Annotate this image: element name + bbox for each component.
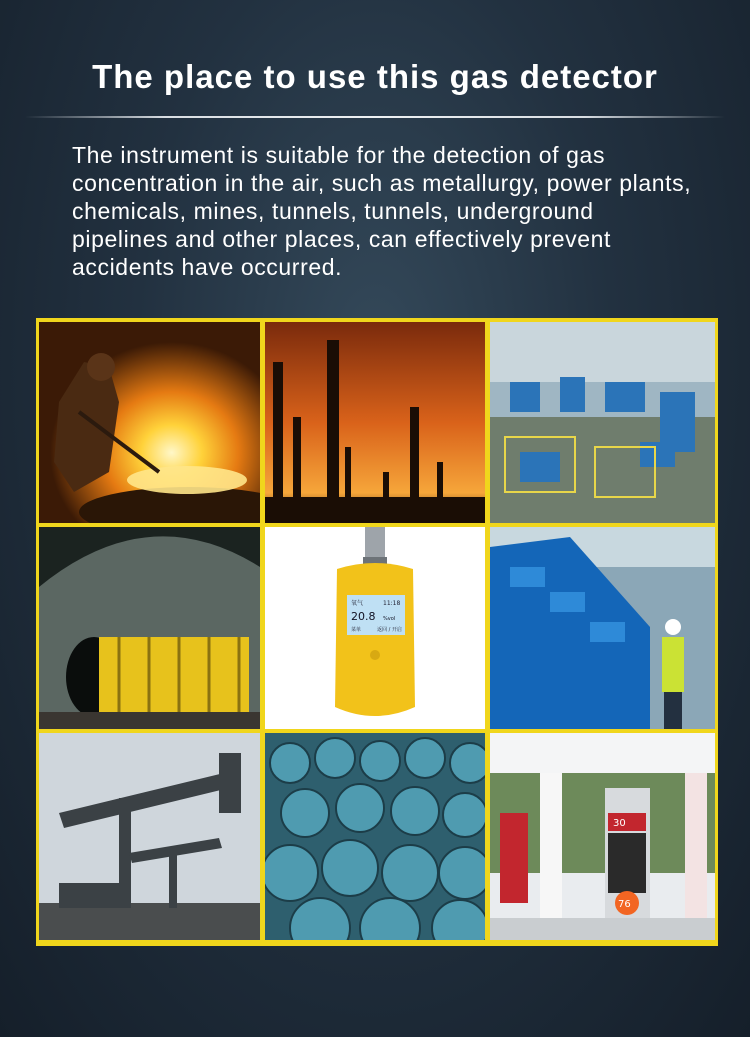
detector-screen-menu: 菜单: [351, 627, 362, 633]
description-text: The instrument is suitable for the detection of gas concentration in the air, such as metallurgy, power plants, chemicals, mines, tunnels, tunnels, underground pipelines and other places, can effectively prevent accidents have occurred.: [72, 142, 692, 280]
chemical-plant-sunset-image: [265, 322, 485, 523]
oil-pump-jack-image: [39, 733, 260, 940]
page-title: The place to use this gas detector: [92, 58, 658, 95]
gas-station-image: [490, 733, 715, 940]
metallurgy-furnace-image: [39, 322, 260, 523]
engine-machinery-worker-image: [490, 527, 715, 729]
gas-price-sign: 30: [613, 818, 626, 829]
detector-screen-time: 11:18: [383, 600, 401, 607]
detector-screen-label: 氧气: [351, 600, 364, 607]
detector-screen-unit: %vol: [383, 616, 396, 622]
detector-screen-reading: 20.8: [351, 610, 376, 623]
gas-cylinders-image: [265, 733, 485, 940]
power-plant-factory-floor-image: [490, 322, 715, 523]
detector-screen-back: 返回 / 开启: [377, 627, 402, 633]
application-image-grid: [36, 318, 718, 946]
title-divider: [25, 116, 725, 118]
gas-station-logo: 76: [618, 899, 631, 910]
gas-detector-product-image: [265, 527, 485, 729]
mine-tunnel-image: [39, 527, 260, 729]
